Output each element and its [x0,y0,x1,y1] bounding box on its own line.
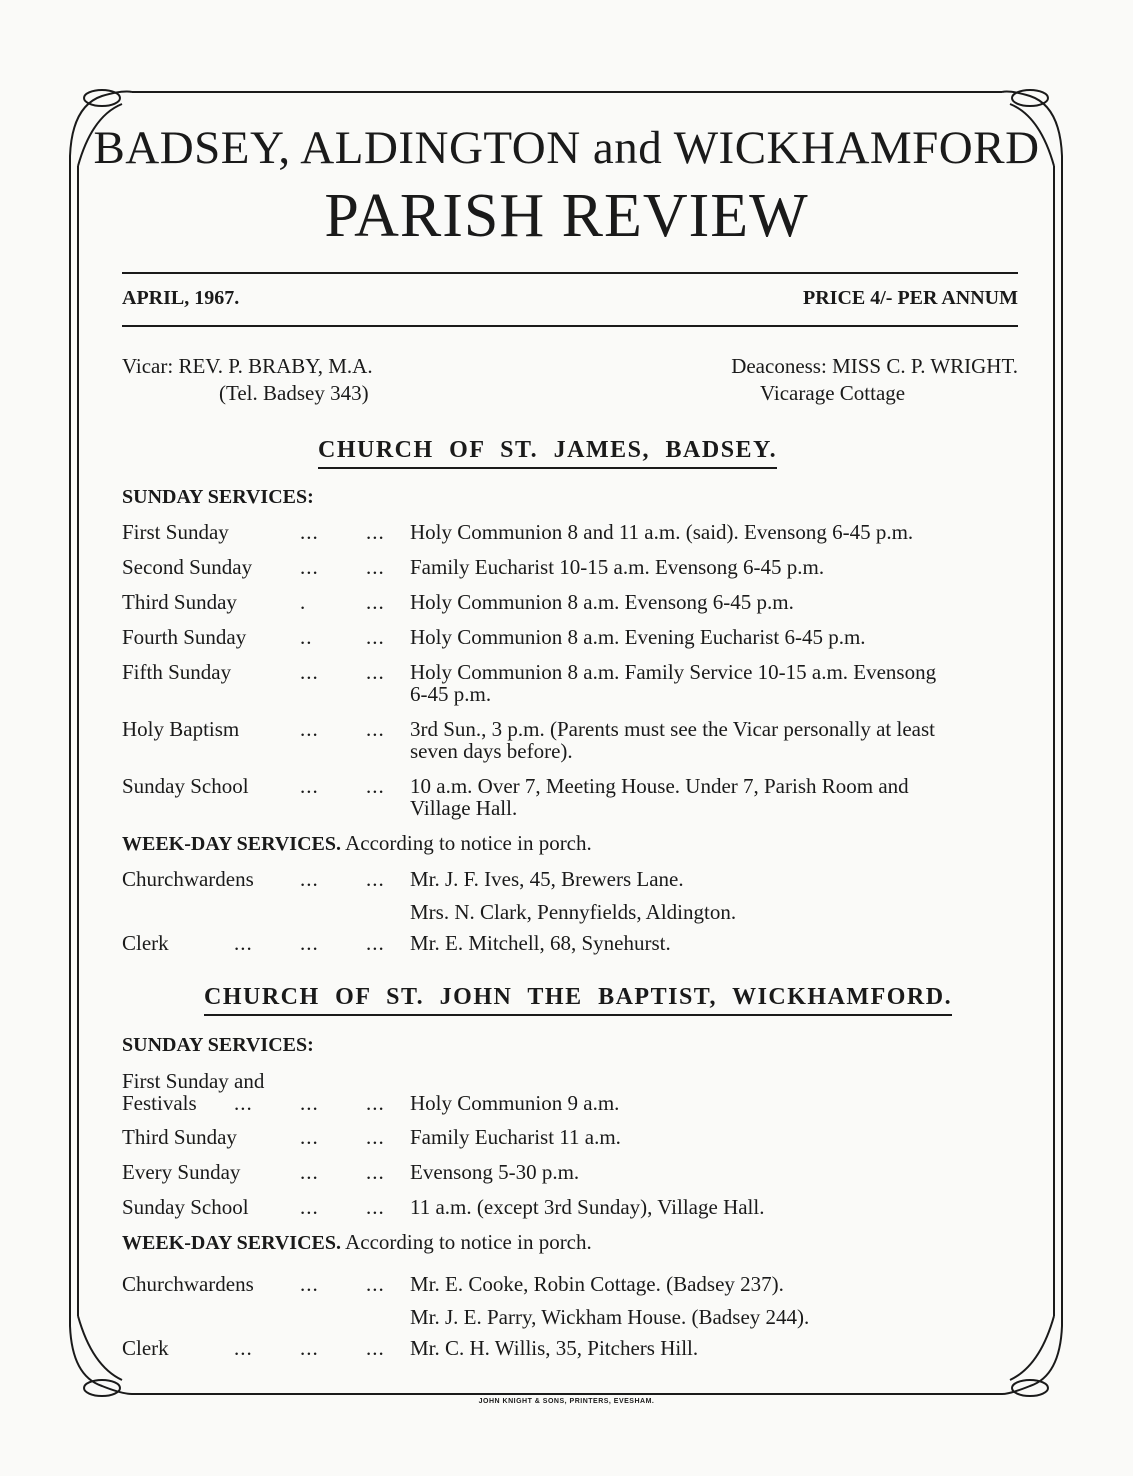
leader-dots: ... [366,1272,385,1296]
vicar-name: Vicar: REV. P. BRABY, M.A. [122,354,373,378]
leader-dots: ... [366,1160,385,1184]
leader-dots: ... [234,1336,253,1360]
service-times: Holy Communion 8 a.m. Family Service 10-15 a.m. Evensong [410,660,937,684]
service-label: Sunday School [122,774,249,798]
clerk-name: Mr. E. Mitchell, 68, Synehurst. [410,931,671,955]
wickhamford-weekday [122,1230,592,1255]
churchwarden-name: Mr. E. Cooke, Robin Cottage. (Badsey 237). [410,1272,784,1296]
badsey-heading-text: CHURCH OF ST. JAMES, BADSEY. [318,437,778,463]
service-times: 3rd Sun., 3 p.m. (Parents must see the Vicar personally at least [410,717,935,741]
wickhamford-weekday-label: WEEK-DAY SERVICES. [122,1232,341,1254]
service-times-continued: seven days before). [410,739,573,763]
service-times: Holy Communion 8 a.m. Evening Eucharist 6-45 p.m. [410,625,866,649]
churchwarden-name: Mr. J. E. Parry, Wickham House. (Badsey 244). [410,1305,810,1329]
leader-dots: ... [300,555,319,579]
wickhamford-church-heading [204,984,952,1011]
leader-dots: ... [366,590,385,614]
service-label: Sunday School [122,1195,249,1219]
service-times: Holy Communion 9 a.m. [410,1091,620,1115]
leader-dots: ... [300,1160,319,1184]
service-times-continued: 6-45 p.m. [410,682,492,706]
churchwarden-name: Mr. J. F. Ives, 45, Brewers Lane. [410,867,684,891]
service-label: First Sunday [122,520,229,544]
leader-dots: ... [366,660,385,684]
service-label: Second Sunday [122,555,253,579]
leader-dots: ... [366,1195,385,1219]
service-times: Family Eucharist 10-15 a.m. Evensong 6-45 p.m. [410,555,825,579]
leader-dots: ... [300,1125,319,1149]
leader-dots: ... [366,520,385,544]
clerk-label: Clerk [122,1336,169,1360]
leader-dots: ... [366,717,385,741]
leader-dots: ... [300,717,319,741]
leader-dots: .. [300,625,313,649]
leader-dots: ... [300,520,319,544]
clerk-name: Mr. C. H. Willis, 35, Pitchers Hill. [410,1336,699,1360]
heading-underline [318,467,777,469]
leader-dots: ... [366,555,385,579]
leader-dots: ... [366,774,385,798]
masthead-title: PARISH REVIEW [324,182,809,250]
badsey-weekday-text: According to notice in porch. [345,831,592,855]
leader-dots: ... [300,867,319,891]
leader-dots: ... [300,1195,319,1219]
service-times: 10 a.m. Over 7, Meeting House. Under 7, Parish Room and [410,774,909,798]
badsey-weekday-label: WEEK-DAY SERVICES. [122,833,341,855]
leader-dots: ... [366,931,385,955]
vicar-telephone: (Tel. Badsey 343) [219,381,369,405]
leader-dots: ... [234,1091,253,1115]
leader-dots: ... [300,660,319,684]
service-times-continued: Village Hall. [410,796,518,820]
leader-dots: ... [366,625,385,649]
leader-dots: ... [300,1272,319,1296]
service-label: Third Sunday [122,1125,237,1149]
price: PRICE 4/- PER ANNUM [803,287,1018,309]
heading-underline [204,1014,952,1016]
service-times: Holy Communion 8 a.m. Evensong 6-45 p.m. [410,590,794,614]
service-label: First Sunday and [122,1069,265,1093]
service-label: Holy Baptism [122,717,240,741]
wickhamford-heading-text: CHURCH OF ST. JOHN THE BAPTIST, WICKHAMFORD. [204,984,953,1010]
leader-dots: ... [366,867,385,891]
leader-dots: ... [234,931,253,955]
service-label: Every Sunday [122,1160,241,1184]
badsey-weekday [122,831,592,856]
badsey-church-heading [318,437,777,464]
churchwarden-name: Mrs. N. Clark, Pennyfields, Aldington. [410,900,737,924]
leader-dots: ... [300,774,319,798]
service-times: 11 a.m. (except 3rd Sunday), Village Hall. [410,1195,765,1219]
badsey-sunday-heading: SUNDAY SERVICES: [122,486,314,508]
masthead-parishes: BADSEY, ALDINGTON and WICKHAMFORD [93,122,1040,174]
churchwardens-label: Churchwardens [122,867,254,891]
leader-dots: ... [300,1336,319,1360]
service-label: Fourth Sunday [122,625,247,649]
issue-date: APRIL, 1967. [122,287,240,309]
service-label: Fifth Sunday [122,660,232,684]
leader-dots: ... [366,1125,385,1149]
wickhamford-sunday-heading: SUNDAY SERVICES: [122,1034,314,1056]
service-times: Evensong 5-30 p.m. [410,1160,580,1184]
leader-dots: ... [366,1336,385,1360]
service-label: Third Sunday [122,590,237,614]
leader-dots: ... [300,931,319,955]
leader-dots: ... [300,1091,319,1115]
service-label: Festivals [122,1091,197,1115]
printer-imprint: JOHN KNIGHT & SONS, PRINTERS, EVESHAM. [478,1398,655,1405]
divider-bottom [122,325,1018,327]
service-times: Holy Communion 8 and 11 a.m. (said). Evensong 6-45 p.m. [410,520,914,544]
leader-dots: ... [366,1091,385,1115]
deaconess-name: Deaconess: MISS C. P. WRIGHT. [731,354,1018,378]
churchwardens-label: Churchwardens [122,1272,254,1296]
divider-top [122,272,1018,274]
wickhamford-weekday-text: According to notice in porch. [345,1230,592,1254]
clerk-label: Clerk [122,931,169,955]
service-times: Family Eucharist 11 a.m. [410,1125,621,1149]
deaconess-address: Vicarage Cottage [760,381,906,405]
leader-dots: . [300,590,307,614]
